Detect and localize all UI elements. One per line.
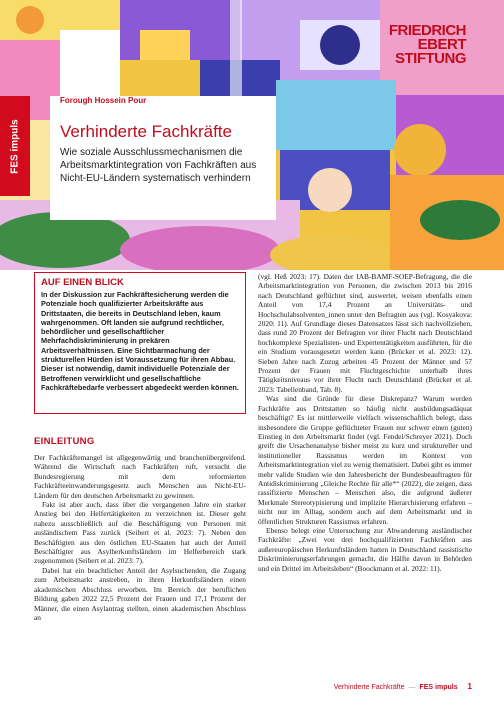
series-tab-label: FES impuls (9, 118, 21, 174)
footer-separator: — (408, 684, 416, 691)
logo-line-3: STIFTUNG (395, 50, 466, 67)
fes-logo (374, 24, 466, 66)
footer-series: FES impuls (419, 684, 458, 691)
body-paragraph: Was sind die Gründe für diese Diskrepanz? Warum werden Fachkräfte aus Drittstatten so häufig nicht ausbildungsadäquat beschäftigt? Es ist mittlerweile vielfach wissenschaftlich belegt, dass insbesondere die Gruppe geflüchteter Frauen nur schwer einen (guten) Einstieg in den Arbeitsmarkt findet (vgl. Fendel/Schreyer 2021). Doch greift die Ursachenanalyse bisher meist zu kurz und struktureller und institutioneller Rassismus werden im Kontext von Arbeitsmarktintegration viel zu wenig thematisiert. Dabei gibt es immer mehr valide Studien wie den Jahresbericht der Bundesbeauftragten für Antidiskriminierung „Gleiche Rechte für alle*“ (2022), die zeigen, dass rassifizierte Menschen – Menschen also, die aufgrund äußerer Merkmale Stereotypisierung und implizite Hierarchisierung erfahren – nicht nur im Alltag, sondern auch auf dem Arbeitsmarkt und in öffentlichen Strukturen Rassismus erfahren. (258, 394, 472, 526)
title-panel (50, 96, 276, 220)
body-paragraph: (vgl. Heß 2023: 17). Daten der IAB-BAMF-SOEP-Befragung, die die Arbeitsmarktintegration von Personen, die zwischen 2013 bis 2016 nach Deutschland geflüchtet sind, auswertet, weisen ebenfalls einen Anteil von 17,4 Prozent an Universitäts- und Hochschulabsolventen_innen unter den Befragten aus (vgl. Kosyakova: 2020: 11). Auf Grundlage dieses Datensatzes lässt sich nachvollziehen, dass rund 20 Prozent der Befragten vor ihrer Flucht nach Deutschland hochkomplexe Spezialisten- und Expertentätigkeiten ausführten, für die ein Studium vorausgesetzt werden kann (Brücker et al. 2023: 12). Sieben Jahre nach Zuzug arbeiten 45 Prozent der Männer und 57 Prozent der Frauen mit Fluchtgeschichte unterhalb ihres Tätigkeitsniveaus vor ihrer Flucht nach Deutschland (Brücker et al. 2023: Tabellenband, Tab. 8). (258, 272, 472, 394)
document-subtitle: Wie soziale Ausschlussmechanismen die Arbeitsmarktintegration von Fachkräften aus Nicht-EU-Ländern systematisch verhindern (60, 147, 257, 184)
body-paragraph: Ebenso belegt eine Untersuchung zur Abwanderung ausländischer Fachkräfte: „Zwei von drei hochqualifizierten Fachkräften aus außereuropäischen Herkunftsländern hatten in Deutschland rassistische Diskriminierungserfahrungen gemacht, die Hälfte davon in Behörden und ein Drittel im Arbeitsleben“ (Boockmann et al. 2022: 11). (258, 525, 472, 573)
document-title: Verhinderte Fachkräfte (60, 122, 232, 141)
logo-line-1: FRIEDRICH (388, 22, 466, 39)
intro-paragraph: Der Fachkräftemangel ist allgegenwärtig und branchenübergreifend. Während die Wirtschaft nach Fachkräften ruft, versucht die Bundesregierung mit dem reformierten Fachkräfteeinwanderungsgesetz auch Menschen aus Nicht-EU-Ländern für den deutschen Arbeitsmarkt zu gewinnen. (34, 453, 246, 500)
summary-heading: AUF EINEN BLICK (41, 277, 124, 288)
page-number: 1 (467, 682, 472, 691)
summary-text: In der Diskussion zur Fachkräftesicherung werden die Potenziale hoch qualifizierter Arbeitskräfte aus Drittstaaten, die bereits in Deutschland leben, kaum wahrgenommen. Oft landen sie aufgrund rechtlicher, behördlicher und gesellschaftlicher Mehrfachdiskriminierung in prekären Arbeitsverhältnissen. Eine Sichtbarmachung der strukturellen Hürden ist Voraussetzung für ihren Abbau. Dieser ist notwendig, damit individuelle Potenziale der Betroffenen verwirklicht und gesellschaftliche Fachkräftebedarfe verbessert abgedeckt werden können. (41, 290, 239, 392)
intro-heading: EINLEITUNG (34, 436, 95, 447)
author-name: Forough Hossein Pour (60, 96, 147, 105)
intro-body (34, 453, 246, 622)
logo-line-2: EBERT (417, 36, 466, 53)
intro-paragraph: Fakt ist aber auch, dass über die vergangenen Jahre ein starker Anstieg bei den Helfertätigkeiten zu verzeichnen ist. Dieser geht nahezu ausschließlich auf die Beschäftigung von Personen mit ausländischem Pass zurück (Seibert et al. 2023: 7). Neben den Beschäftigten aus den östlichen EU-Staaten hat auch der Anteil Beschäftigter aus Asylherkunftsländern im Helferbereich stark zugenommen (Seibert et al. 2023: 7). (34, 500, 246, 566)
footer-title: Verhinderte Fachkräfte (333, 684, 405, 691)
right-column (258, 272, 472, 573)
summary-box (34, 272, 246, 414)
left-column (34, 272, 246, 622)
page-footer (334, 682, 472, 691)
intro-paragraph: Dabei hat ein beachtlicher Anteil der Asylsuchenden, die Zugang zum Arbeitsmarkt anstreben, in ihren Herkunftsländern einen akademischen Abschluss erworben. Im Bereich der beruflichen Bildung gaben 2022 22,5 Prozent der Frauen und 17,1 Prozent der Männer, die einen Asylantrag stellten, einen akademischen Abschluss an (34, 565, 246, 622)
series-tab (0, 96, 30, 196)
